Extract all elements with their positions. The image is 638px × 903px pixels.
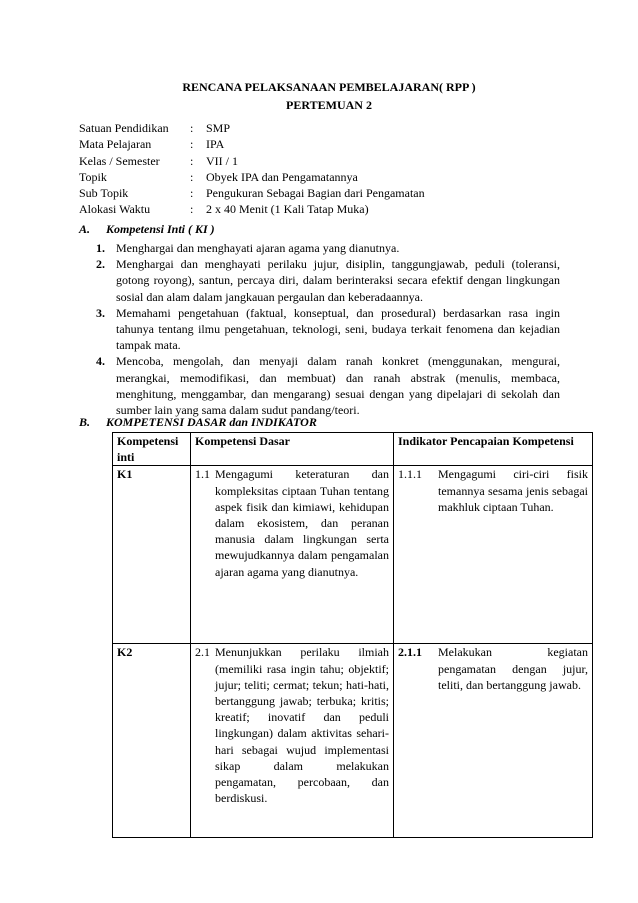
info-value: VII / 1	[206, 153, 238, 168]
cell-kd	[191, 466, 394, 644]
header-ki: Kompetensi inti	[113, 433, 191, 466]
ki-text: Menghargai dan menghayati perilaku jujur, disiplin, tanggungjawab, peduli (toleransi, gotong royong), santun, percaya diri, dalam berinteraksi secara efektif dengan lingkungan sosial dan alam dalam jangkauan pergaulan dan keberadaannya.	[116, 257, 560, 304]
info-label: Mata Pelajaran	[79, 137, 152, 152]
table-header-row	[113, 433, 593, 466]
ki-text: Memahami pengetahuan (faktual, konseptual, dan prosedural) berdasarkan rasa ingin tahunya tentang ilmu pengetahuan, teknologi, seni, budaya terkait fenomena dan kejadian tampak mata.	[116, 305, 560, 353]
table-row	[113, 644, 593, 838]
info-colon: :	[190, 121, 194, 135]
indicator-number: 1.1.1	[398, 467, 422, 482]
title-line-1: RENCANA PELAKSANAAN PEMBELAJARAN( RPP )	[182, 80, 476, 94]
info-colon: :	[190, 137, 194, 152]
kd-number: 1.1	[195, 467, 210, 482]
info-value: Obyek IPA dan Pengamatannya	[206, 169, 358, 184]
info-value: IPA	[206, 137, 225, 152]
cell-ki: K1	[113, 466, 191, 644]
info-value: Pengukuran Sebagai Bagian dari Pengamatan	[206, 186, 425, 201]
info-colon: :	[190, 169, 194, 184]
ki-text: Menghargai dan menghayati ajaran agama yang dianutnya.	[116, 241, 400, 255]
info-label: Kelas / Semester	[79, 153, 160, 168]
indicator-text: Melakukan kegiatan pengamatan dengan jujur, teliti, dan bertanggung jawab.	[438, 645, 588, 692]
cell-ki: K2	[113, 644, 191, 838]
indicator-number: 2.1.1	[398, 645, 422, 660]
section-b-letter: B.	[79, 415, 91, 429]
info-value: 2 x 40 Menit (1 Kali Tatap Muka)	[206, 202, 369, 217]
list-item	[96, 256, 560, 305]
info-label: Alokasi Waktu	[79, 202, 151, 217]
header-indicator: Indikator Pencapaian Kompetensi	[394, 433, 593, 466]
competency-table	[112, 432, 593, 838]
table-row	[113, 466, 593, 644]
document-title	[0, 78, 638, 114]
info-colon: :	[190, 186, 194, 201]
section-b-heading	[79, 415, 317, 430]
section-a-letter: A.	[79, 222, 91, 236]
cell-indicator	[394, 466, 593, 644]
kd-text: Menunjukkan perilaku ilmiah (memiliki rasa ingin tahu; objektif; jujur; teliti; cermat; tekun; hati-hati, bertanggung jawab; terbuka; kritis; kreatif; inovatif dan peduli lingkungan) dalam aktivitas sehari-hari sebagai wujud implementasi sikap dalam melakukan pengamatan, percobaan, dan berdiskusi.	[215, 645, 389, 806]
info-value: SMP	[206, 121, 231, 135]
info-label: Sub Topik	[79, 186, 129, 201]
info-colon: :	[190, 202, 194, 217]
ki-number: 3.	[96, 305, 105, 320]
section-a-title: Kompetensi Inti ( KI )	[106, 222, 215, 236]
cell-kd	[191, 644, 394, 838]
section-a-heading	[79, 222, 215, 237]
ki-list	[96, 240, 560, 418]
list-item	[96, 305, 560, 354]
kd-number: 2.1	[195, 645, 210, 660]
indicator-text: Mengagumi ciri-ciri fisik temannya sesama jenis sebagai makhluk ciptaan Tuhan.	[438, 467, 588, 514]
kd-text: Mengagumi keteraturan dan kompleksitas ciptaan Tuhan tentang aspek fisik dan kimiawi, kehidupan dalam ekosistem, dan peranan manusia dalam lingkungan serta mewujudkannya dalam pengamalan ajaran agama yang dianutnya.	[215, 467, 389, 579]
title-line-2: PERTEMUAN 2	[286, 98, 372, 112]
ki-number: 4.	[96, 354, 105, 369]
info-label: Topik	[79, 169, 107, 184]
ki-number: 1.	[96, 241, 105, 255]
section-b-title: KOMPETENSI DASAR dan INDIKATOR	[106, 415, 317, 429]
header-kd: Kompetensi Dasar	[191, 433, 394, 466]
info-colon: :	[190, 153, 194, 168]
ki-text: Mencoba, mengolah, dan menyaji dalam ranah konkret (menggunakan, mengurai, merangkai, memodifikasi, dan membuat) dan ranah abstrak (menulis, membaca, menghitung, menggambar, dan mengarang) sesuai dengan yang dipelajari di sekolah dan sumber lain yang sama dalam sudut pandang/teori.	[116, 354, 560, 418]
list-item	[96, 240, 560, 256]
cell-indicator	[394, 644, 593, 838]
ki-number: 2.	[96, 257, 105, 272]
list-item	[96, 353, 560, 418]
info-label: Satuan Pendidikan	[79, 121, 169, 135]
